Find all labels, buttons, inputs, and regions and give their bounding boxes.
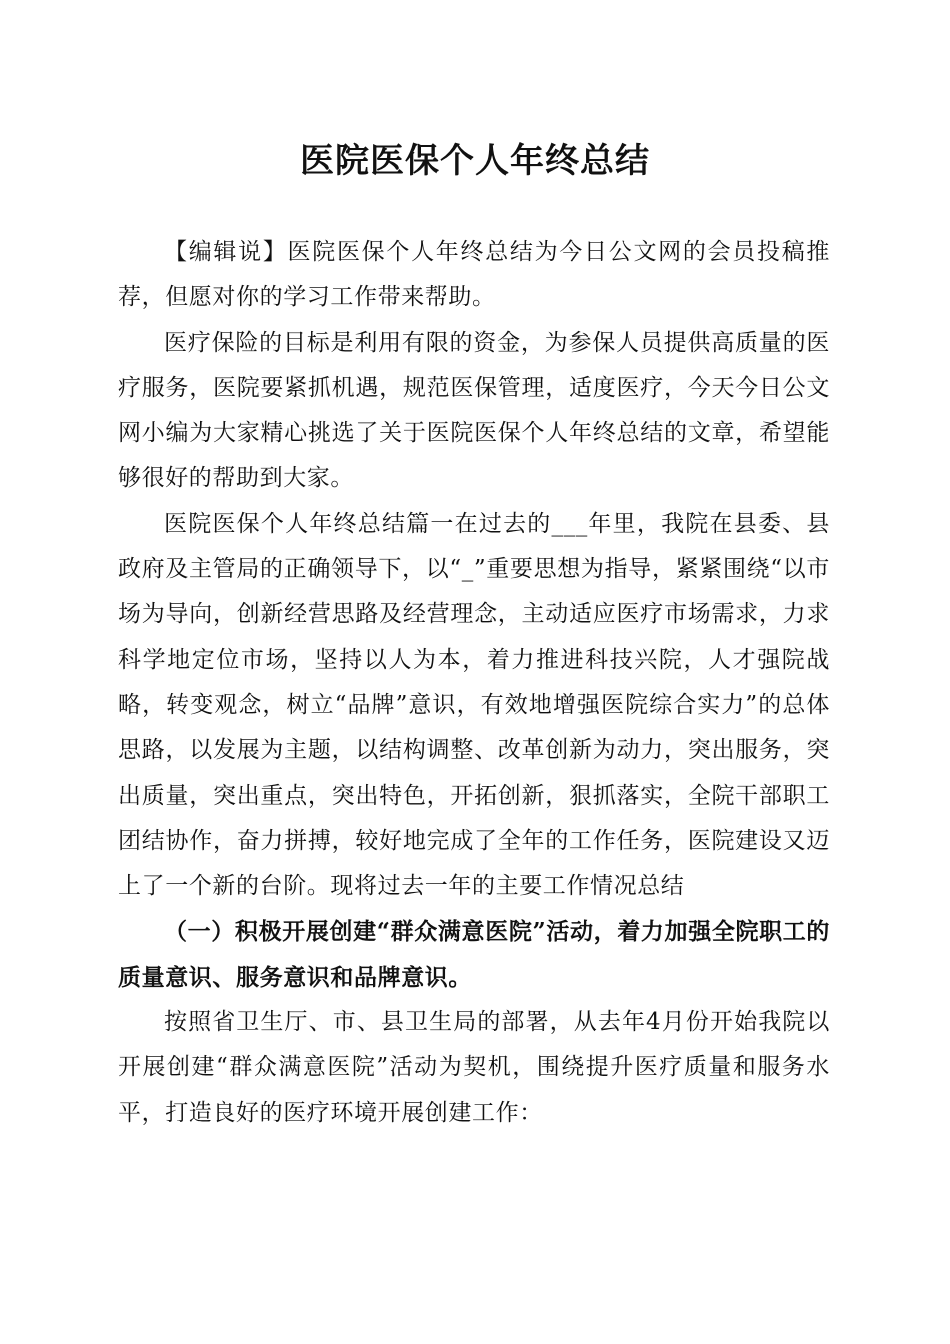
section-1-paragraph: 按照省卫生厅、市、县卫生局的部署，从去年4月份开始我院以开展创建“群众满意医院”活动为契机，围绕提升医疗质量和服务水平，打造良好的医疗环境开展创建工作：	[118, 1009, 830, 1126]
summary-paragraph: 医院医保个人年终总结篇一在过去的___年里，我院在县委、县政府及主管局的正确领导下，以“_”重要思想为指导，紧紧围绕“以市场为导向，创新经营思路及经营理念，主动适应医疗市场需求，力求科学地定位市场，坚持以人为本，着力推进科技兴院，人才强院战略，转变观念，树立“品牌”意识，有效地增强医院综合实力”的总体思路，以发展为主题，以结构调整、改革创新为动力，突出服务，突出质量，突出重点，突出特色，开拓创新，狠抓落实，全院干部职工团结协作，奋力拼搏，较好地完成了全年的工作任务，医院建设又迈上了一个新的台阶。现将过去一年的主要工作情况总结	[118, 510, 830, 900]
editor-note-paragraph: 【编辑说】医院医保个人年终总结为今日公文网的会员投稿推荐，但愿对你的学习工作带来帮助。	[118, 239, 830, 311]
document-body	[118, 230, 830, 1136]
document-title: 医院医保个人年终总结	[300, 141, 650, 181]
intro-paragraph: 医疗保险的目标是利用有限的资金，为参保人员提供高质量的医疗服务，医院要紧抓机遇，规范医保管理，适度医疗，今天今日公文网小编为大家精心挑选了关于医院医保个人年终总结的文章，希望能够很好的帮助到大家。	[118, 329, 830, 492]
section-heading-1: （一）积极开展创建“群众满意医院”活动，着力加强全院职工的质量意识、服务意识和品牌意识。	[118, 918, 830, 991]
